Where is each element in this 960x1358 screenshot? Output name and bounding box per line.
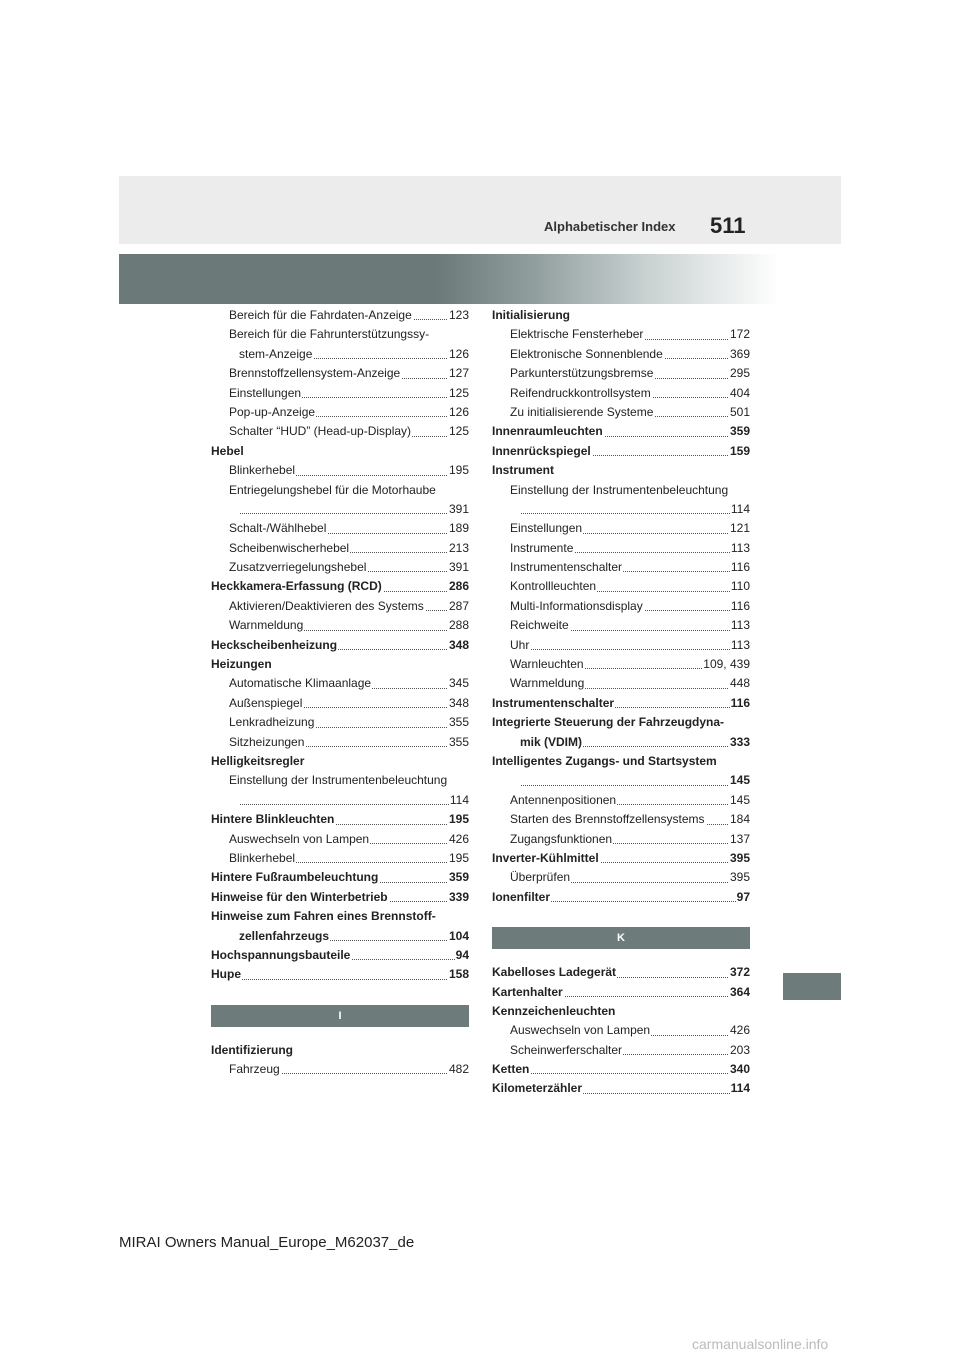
index-entry-page: 114 [730,1079,750,1098]
index-entry-text: Automatische Klimaanlage [229,676,372,691]
index-entry-page: 369 [729,345,750,364]
index-entry [211,946,469,965]
index-entry-page: 184 [729,810,750,829]
index-entry-page: 123 [448,306,469,325]
index-entry [211,674,469,693]
index-entry-page: 110 [730,577,750,596]
index-entry-page: 145 [729,771,750,790]
index-entry-text: Einstellung der Instrumentenbeleuchtung [229,773,448,788]
index-entry [211,927,469,946]
index-entry-text: Lenkradheizung [229,715,315,730]
index-entry [492,733,750,752]
index-entry-page: 404 [729,384,750,403]
index-entry-text: Einstellungen [229,385,302,400]
index-entry [211,500,469,519]
index-entry-page: 113 [730,539,750,558]
index-entry [492,1041,750,1060]
section-header-k: K [492,927,750,949]
index-entry-text: Schalter “HUD” (Head-up-Display) [229,424,412,439]
index-entry [211,830,469,849]
left-entries-after-i [211,1041,469,1080]
index-entry-text: Pop-up-Anzeige [229,404,316,419]
index-entry-page: 114 [449,791,469,810]
index-entry-text: Reifendruckkontrollsystem [510,385,651,400]
index-entry-page: 137 [729,830,750,849]
index-entry [492,461,750,480]
index-entry-page: 426 [729,1021,750,1040]
index-entry [211,597,469,616]
index-entry [492,830,750,849]
index-entry-text: Warnleuchten [510,657,584,672]
index-entry-text: Blinkerhebel [229,463,296,478]
index-entry [492,384,750,403]
index-entry [211,965,469,984]
index-entry [492,771,750,790]
index-entry-text [520,773,521,787]
index-column-left [211,306,469,1079]
index-entry [492,1079,750,1098]
index-entry-text: Aktivieren/Deaktivieren des Systems [229,598,424,613]
index-entry [492,694,750,713]
header-gradient-bar [119,254,779,304]
index-entry-page: 195 [448,849,469,868]
index-entry [492,481,750,500]
header-title: Alphabetischer Index [544,219,676,234]
chapter-tab-marker [783,973,841,1000]
index-entry-page: 391 [448,558,469,577]
section-header-i: I [211,1005,469,1027]
index-entry-text: Hinweise für den Winterbetrieb [211,889,388,904]
index-entry-text: Heckscheibenheizung [211,637,338,652]
index-entry-text: Kennzeichenleuchten [492,1003,616,1018]
index-entry-page: 203 [729,1041,750,1060]
index-entry-text: Kartenhalter [492,984,563,999]
index-entry [211,1041,469,1060]
index-entry-text [520,502,521,516]
index-entry-text: Einstellungen [510,521,583,536]
index-column-right [492,306,750,1099]
index-entry [211,558,469,577]
index-entry [211,577,469,596]
index-entry [492,1060,750,1079]
index-entry-text: Blinkerhebel [229,850,296,865]
index-entry-text: mik (VDIM) [520,734,583,749]
index-entry-text: Überprüfen [510,870,571,885]
index-entry [211,771,469,790]
index-entry [492,345,750,364]
index-entry-text: Inverter-Kühlmittel [492,850,599,865]
index-entry [492,655,750,674]
index-entry-text: Schalt-/Wählhebel [229,521,327,536]
index-entry-page: 501 [729,403,750,422]
index-entry-page: 195 [448,810,469,829]
index-entry [211,442,469,461]
index-entry [211,364,469,383]
index-entry [492,963,750,982]
index-entry-page: 364 [729,983,750,1002]
index-entry-page: 295 [729,364,750,383]
index-entry-text: Integrierte Steuerung der Fahrzeugdyna- [492,715,725,730]
index-entry-page: 172 [729,325,750,344]
index-entry-text: Auswechseln von Lampen [510,1023,651,1038]
index-entry-page: 348 [448,694,469,713]
index-entry [492,849,750,868]
index-entry-text: Initialisierung [492,308,571,322]
index-entry-page: 395 [729,849,750,868]
index-entry-text: Heckkamera-Erfassung (RCD) [211,579,382,594]
index-entry [211,694,469,713]
index-entry-page: 125 [448,422,469,441]
index-entry [211,1060,469,1079]
index-entry-text: stem-Anzeige [239,346,313,361]
index-entry-text: Kilometerzähler [492,1081,583,1096]
index-entry-page: 126 [448,345,469,364]
index-entry-text: Identifizierung [211,1042,293,1057]
index-entry-page: 372 [729,963,750,982]
index-entry [211,539,469,558]
index-entry-text: Instrumente [510,540,574,555]
index-entry [492,364,750,383]
index-entry [211,849,469,868]
index-entry-text: Bereich für die Fahrunterstützungssy- [229,327,430,342]
index-entry [211,868,469,887]
index-entry [492,1002,750,1021]
index-entry [492,500,750,519]
index-entry-text: Instrumentenschalter [510,560,623,575]
index-entry [492,616,750,635]
index-entry-page: 94 [455,946,469,965]
index-entry-text: Scheibenwischerhebel [229,540,350,555]
index-entry-page: 448 [729,674,750,693]
index-entry [492,597,750,616]
index-entry-page: 145 [729,791,750,810]
index-entry [492,1021,750,1040]
index-entry-text: Auswechseln von Lampen [229,831,370,846]
index-entry [492,888,750,907]
right-entries-after-k [492,963,750,1099]
index-entry [211,733,469,752]
index-entry-page: 288 [448,616,469,635]
index-entry [211,422,469,441]
index-entry-text: Parkunterstützungsbremse [510,366,654,381]
index-entry-page: 339 [448,888,469,907]
index-entry-text: Zusatzverriegelungshebel [229,560,367,575]
index-entry-text: Entriegelungshebel für die Motorhaube [229,482,436,497]
index-entry [492,868,750,887]
index-entry [492,325,750,344]
index-entry-page: 159 [729,442,750,461]
index-entry [211,655,469,674]
index-entry [492,306,750,325]
index-entry-page: 195 [448,461,469,480]
index-entry-text: Zu initialisierende Systeme [510,404,654,419]
index-entry [492,442,750,461]
index-entry-text: Sitzheizungen [229,734,305,749]
index-entry-text: Kabelloses Ladegerät [492,965,617,980]
index-entry-text: Intelligentes Zugangs- und Startsystem [492,753,717,768]
index-entry-text: Hintere Blinkleuchten [211,812,335,827]
index-entry [211,461,469,480]
index-entry-page: 116 [730,694,750,713]
page-number: 511 [710,213,746,238]
index-entry [492,577,750,596]
index-entry-page: 287 [448,597,469,616]
index-entry [211,306,469,325]
index-entry-page: 158 [448,965,469,984]
index-entry-text: Zugangsfunktionen [510,831,613,846]
index-entry-text: Hintere Fußraumbeleuchtung [211,870,379,885]
index-entry [211,325,469,344]
index-entry-text: Instrumentenschalter [492,695,615,710]
index-entry-text: Warnmeldung [229,618,304,633]
index-entry [492,791,750,810]
index-entry-page: 482 [448,1060,469,1079]
index-entry-page: 116 [730,597,750,616]
index-entry-page: 97 [736,888,750,907]
index-entry-page: 391 [448,500,469,519]
index-entry [492,674,750,693]
index-entry-page: 114 [730,500,750,519]
index-entry [492,810,750,829]
right-entries [492,306,750,907]
watermark: carmanualsonline.info [692,1336,829,1352]
index-entry-page: 359 [729,422,750,441]
index-entry-text: Einstellung der Instrumentenbeleuchtung [510,482,729,497]
index-entry-text: Helligkeitsregler [211,753,305,768]
index-entry-text: Uhr [510,637,530,652]
index-entry-text: Elektrische Fensterheber [510,327,644,342]
index-entry-page: 126 [448,403,469,422]
index-entry-text [239,502,240,516]
index-entry-page: 355 [448,733,469,752]
index-entry-page: 113 [730,636,750,655]
index-entry [211,384,469,403]
index-entry-text: Starten des Brennstoffzellensystems [510,812,705,827]
index-entry-text: Innenraumleuchten [492,424,603,439]
index-entry [492,636,750,655]
index-entry-page: 189 [448,519,469,538]
index-entry-text: Hinweise zum Fahren eines Brennstoff- [211,909,436,924]
index-entry [492,752,750,771]
index-entry-text: Hochspannungsbauteile [211,947,351,962]
index-entry-text: Hebel [211,443,244,458]
index-entry-page: 355 [448,713,469,732]
index-entry-page: 213 [448,539,469,558]
index-entry [211,616,469,635]
index-entry-page: 340 [729,1060,750,1079]
index-entry [492,539,750,558]
index-entry-text: Bereich für die Fahrdaten-Anzeige [229,308,412,322]
index-entry [492,422,750,441]
index-entry-page: 104 [448,927,469,946]
index-entry-text: zellenfahrzeugs [239,928,330,943]
index-entry [211,481,469,500]
index-entry-page: 333 [729,733,750,752]
index-entry-text: Außenspiegel [229,695,303,710]
index-entry-text: Ketten [492,1062,530,1077]
index-entry-page: 121 [729,519,750,538]
index-entry-text: Fahrzeug [229,1062,280,1077]
index-entry [492,403,750,422]
index-entry [211,791,469,810]
index-entry-text: Multi-Informationsdisplay [510,598,643,613]
index-entry-page: 125 [448,384,469,403]
index-entry-page: 127 [448,364,469,383]
index-entry [492,519,750,538]
left-entries [211,306,469,985]
index-entry [492,558,750,577]
index-entry-text: Ionenfilter [492,889,551,904]
index-entry-page: 113 [730,616,750,635]
index-entry-text: Warnmeldung [510,676,585,691]
index-entry-page: 395 [729,868,750,887]
index-entry-text: Instrument [492,463,555,478]
index-entry [211,888,469,907]
footer-manual-id: MIRAI Owners Manual_Europe_M62037_de [119,1234,415,1251]
index-entry-page: 348 [448,636,469,655]
index-entry [211,519,469,538]
index-entry [492,983,750,1002]
index-entry-page: 286 [448,577,469,596]
index-entry-text: Elektronische Sonnenblende [510,346,663,361]
index-entry-page: 109, 439 [702,655,750,674]
index-entry-page: 116 [730,558,750,577]
index-entry-text: Heizungen [211,657,272,672]
index-entry-text: Brennstoffzellensystem-Anzeige [229,366,401,381]
index-entry-text: Hupe [211,967,241,982]
index-entry [211,403,469,422]
index-entry-text: Antennenpositionen [510,792,617,807]
index-entry-text [239,793,240,807]
index-entry-text: Innenrückspiegel [492,443,591,458]
index-entry [492,713,750,732]
index-entry [211,907,469,926]
index-entry [211,636,469,655]
index-entry-text: Kontrollleuchten [510,579,597,594]
index-entry-page: 359 [448,868,469,887]
index-entry-page: 426 [448,830,469,849]
index-entry-page: 345 [448,674,469,693]
index-entry [211,810,469,829]
index-entry-text: Scheinwerferschalter [510,1042,623,1057]
index-entry [211,345,469,364]
index-entry-text: Reichweite [510,618,569,633]
index-entry [211,752,469,771]
index-entry [211,713,469,732]
